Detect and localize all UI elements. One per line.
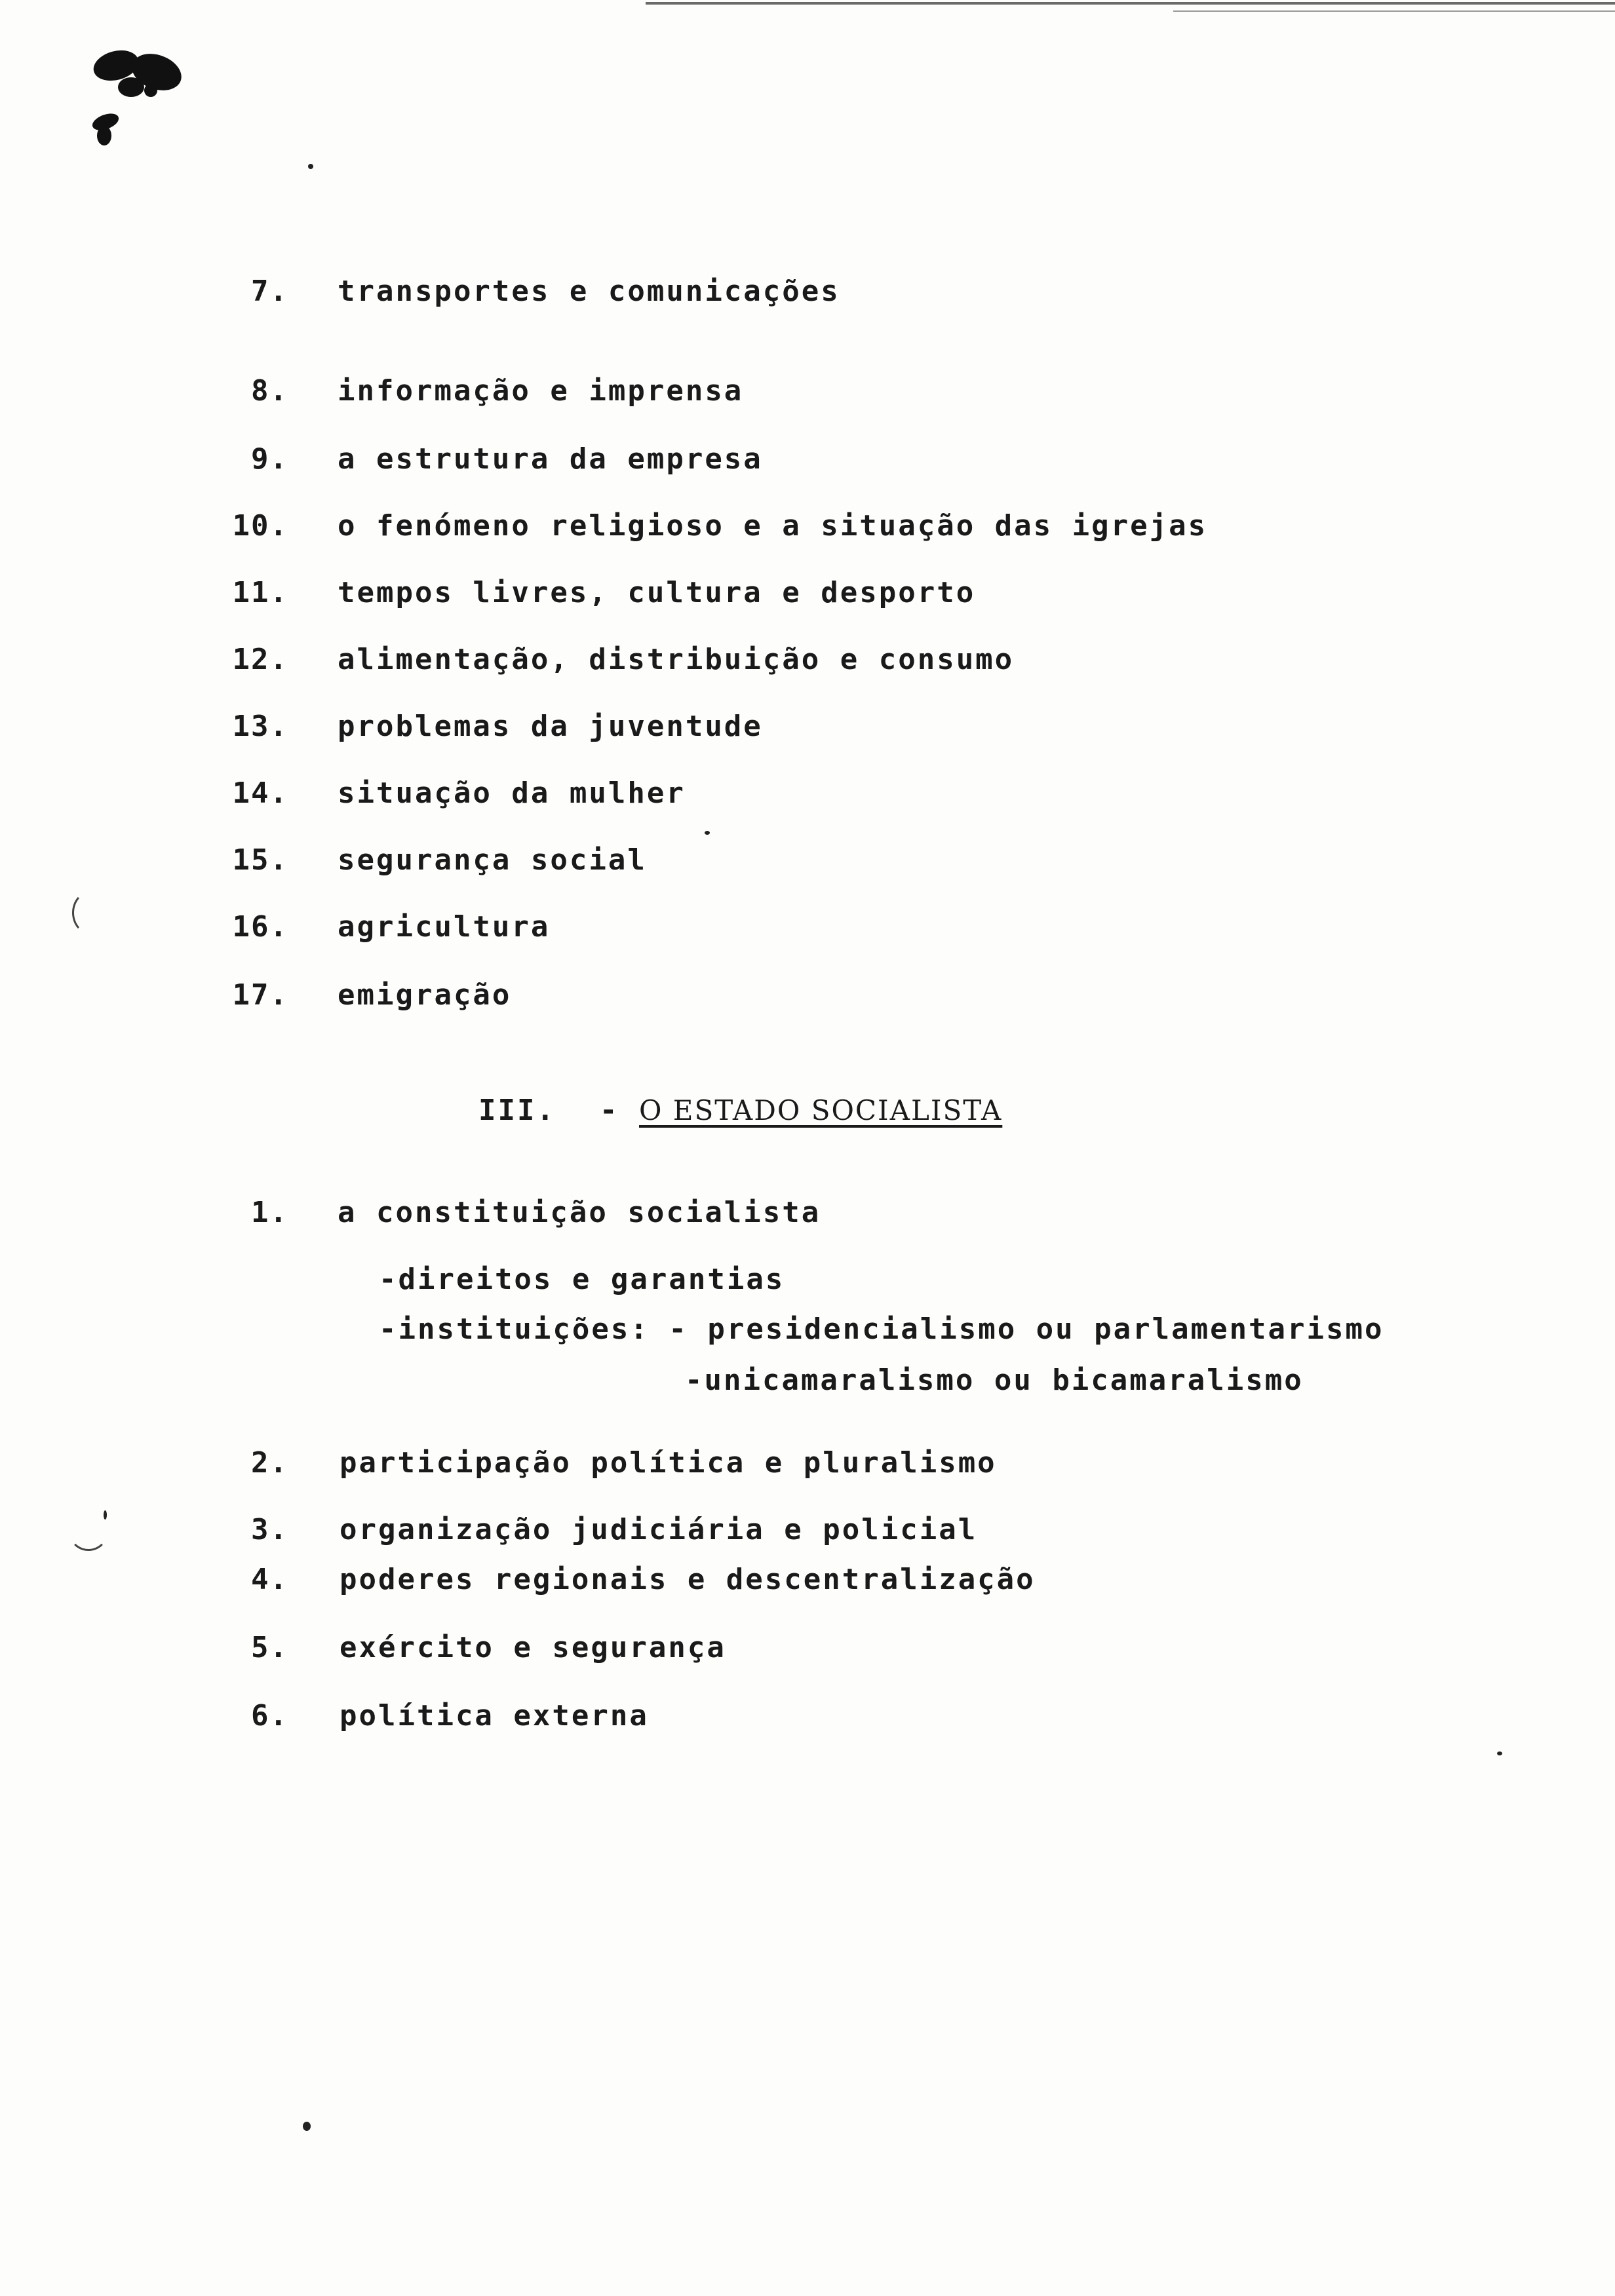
list-item-text: a estrutura da empresa [338,442,763,476]
list-item-text: segurança social [338,843,647,877]
list-item-text: tempos livres, cultura e desporto [338,576,976,609]
section-dash: - [600,1094,617,1127]
list-item-number: 13. [232,710,288,743]
list-item-number: 12. [232,643,288,676]
margin-hole-mark [68,1510,109,1551]
sub-item-rights: -direitos e garantias [379,1263,785,1296]
list-item-text: situação da mulher [338,776,686,810]
top-edge-line-secondary [1173,10,1615,12]
list-item-number: 11. [232,576,288,609]
list-item-text: poderes regionais e descentralização [340,1563,1036,1596]
section-number: III. [478,1094,556,1127]
ink-speck [705,831,710,835]
list-item-text: participação política e pluralismo [340,1446,997,1480]
list-item-number: 9. [251,442,288,476]
sub-item-chambers: -unicamaralismo ou bicamaralismo [685,1364,1304,1397]
list-item-number: 5. [251,1631,288,1664]
ink-speck [303,2122,311,2131]
section-title: O ESTADO SOCIALISTA [639,1094,1003,1126]
list-item-number: 6. [251,1699,288,1732]
list-item-number: 15. [232,843,288,877]
list-item-number: 10. [232,509,288,543]
list-item-text: agricultura [338,910,551,944]
list-item-text: política externa [340,1699,649,1732]
list-item-text: emigração [338,978,512,1012]
list-item-number: 7. [251,275,288,308]
list-item-text: problemas da juventude [338,710,763,743]
list-item-text: o fenómeno religioso e a situação das igrejas [338,509,1208,543]
list-item-number: 4. [251,1563,288,1596]
list-item-text: informação e imprensa [338,374,744,408]
list-item-number: 1. [251,1196,288,1229]
sub-item-institutions: -instituições: - presidencialismo ou parlamentarismo [379,1312,1384,1346]
list-item-number: 8. [251,374,288,408]
list-item-number: 16. [232,910,288,944]
list-item-text: organização judiciária e policial [340,1513,978,1546]
ink-speck [1497,1751,1502,1755]
ink-speck [308,164,313,169]
list-item-number: 3. [251,1513,288,1546]
ink-speck [104,1510,107,1520]
list-item-text: transportes e comunicações [338,275,840,308]
top-edge-line [646,2,1615,5]
list-item-text: a constituição socialista [338,1196,821,1229]
list-item-text: exército e segurança [340,1631,726,1664]
list-item-number: 2. [251,1446,288,1480]
list-item-number: 14. [232,776,288,810]
list-item-text: alimentação, distribuição e consumo [338,643,1015,676]
margin-hole-mark [72,891,109,934]
list-item-number: 17. [232,978,288,1012]
